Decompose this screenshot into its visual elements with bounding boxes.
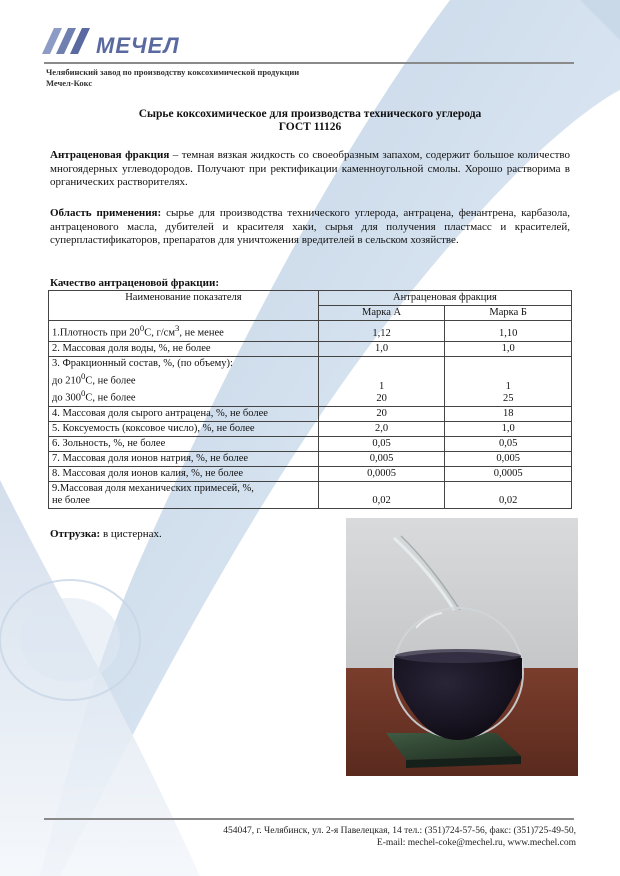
footer-address: 454047, г. Челябинск, ул. 2-я Павелецкая, 14 тел.: (351)724-57-56, факс: (351)725-49-50, <box>223 826 576 836</box>
table-row <box>49 406 572 421</box>
shipment-text: в цистернах. <box>100 528 162 540</box>
row-6-grade-b: 0,05 <box>445 436 572 451</box>
row-1-name: 1.Плотность при $20^0С$, $г/см^3$, не менее <box>49 321 319 342</box>
row-8-grade-b: 0,0005 <box>445 466 572 481</box>
row-8-name: 8. Массовая доля ионов калия, %, не более <box>49 466 319 481</box>
row-2-grade-a: 1,0 <box>318 341 445 356</box>
table-row <box>49 421 572 436</box>
row-2-name: 2. Массовая доля воды, %, не более <box>49 341 319 356</box>
title-line-1: Сырье коксохимическое для производства технического углерода <box>138 108 482 120</box>
header-grade-b: Марка Б <box>445 306 572 321</box>
row-5-grade-a: 2,0 <box>318 421 445 436</box>
table-row <box>49 341 572 356</box>
row-4-name: 4. Массовая доля сырого антрацена, %, не более <box>49 406 319 421</box>
row-3-grade-a: 1 20 <box>318 356 445 406</box>
mechel-logo-icon <box>38 24 98 58</box>
application-text: сырье для производства технического углерода, антрацена, фенантрена, карбазола, антраценового масла, дубителей и красителя хаки, сырья для получения пластмасс и красителей, суперпластификаторов, препаратов для уничтожения вредителей в сельском хозяйстве. <box>50 207 570 246</box>
header-grade-a: Марка А <box>318 306 445 321</box>
row-4-grade-a: 20 <box>318 406 445 421</box>
row-7-name: 7. Массовая доля ионов натрия, %, не более <box>49 451 319 466</box>
table-row <box>49 481 572 508</box>
row-4-grade-b: 18 <box>445 406 572 421</box>
shipment-term: Отгрузка: <box>50 528 101 540</box>
row-5-name: 5. Коксуемость (коксовое число), %, не более <box>49 421 319 436</box>
footer-contacts <box>100 825 576 849</box>
application-paragraph <box>50 207 570 248</box>
description-term: Антраценовая фракция <box>50 149 170 161</box>
row-2-grade-b: 1,0 <box>445 341 572 356</box>
company-line-1: Челябинский завод по производству коксохимической продукции <box>46 67 300 77</box>
shipment-info <box>50 528 162 540</box>
row-9-grade-b: 0,02 <box>445 481 572 508</box>
row-7-grade-a: 0,005 <box>318 451 445 466</box>
row-6-name: 6. Зольность, %, не более <box>49 436 319 451</box>
row-1-grade-b: 1,10 <box>445 321 572 342</box>
table-row <box>49 356 572 406</box>
row-7-grade-b: 0,005 <box>445 451 572 466</box>
footer-divider <box>44 818 574 820</box>
header-fraction-group: Антраценовая фракция <box>318 291 571 306</box>
title-line-2: ГОСТ 11126 <box>278 121 342 133</box>
company-line-2: Мечел-Кокс <box>46 78 93 88</box>
row-3-name: 3. Фракционный состав, %, (по объему): до $210^0С$, не более до $300^0С$, не более <box>49 356 319 406</box>
row-8-grade-a: 0,0005 <box>318 466 445 481</box>
footer-email-web: E-mail: mechel-coke@mechel.ru, www.mechel.com <box>376 838 576 848</box>
table-row <box>49 321 572 342</box>
row-3-grade-b: 1 25 <box>445 356 572 406</box>
mechel-logo <box>38 24 188 64</box>
header-divider <box>44 62 574 64</box>
table-row <box>49 451 572 466</box>
header-indicator-name: Наименование показателя <box>49 291 319 321</box>
row-5-grade-b: 1,0 <box>445 421 572 436</box>
logo-wordmark: МЕЧЕЛ <box>96 33 180 58</box>
row-6-grade-a: 0,05 <box>318 436 445 451</box>
product-photo-flask <box>346 518 578 776</box>
description-paragraph <box>50 149 570 190</box>
quality-table <box>48 290 572 509</box>
row-9-name: 9.Массовая доля механических примесей, %, не более <box>49 481 319 508</box>
description-text: – темная вязкая жидкость со своеобразным запахом, содержит большое количество многоядерных углеводородов. Получают при ректификации каменноугольной смолы. Хорошо растворима в органических растворителях. <box>50 149 571 188</box>
application-term: Область применения: <box>50 207 162 219</box>
row-1-grade-a: 1,12 <box>318 321 445 342</box>
row-9-grade-a: 0,02 <box>318 481 445 508</box>
company-name <box>46 67 299 89</box>
table-header-row <box>49 291 572 306</box>
table-row <box>49 436 572 451</box>
quality-heading: Качество антраценовой фракции: <box>50 277 219 289</box>
document-title <box>40 108 580 134</box>
table-row <box>49 466 572 481</box>
